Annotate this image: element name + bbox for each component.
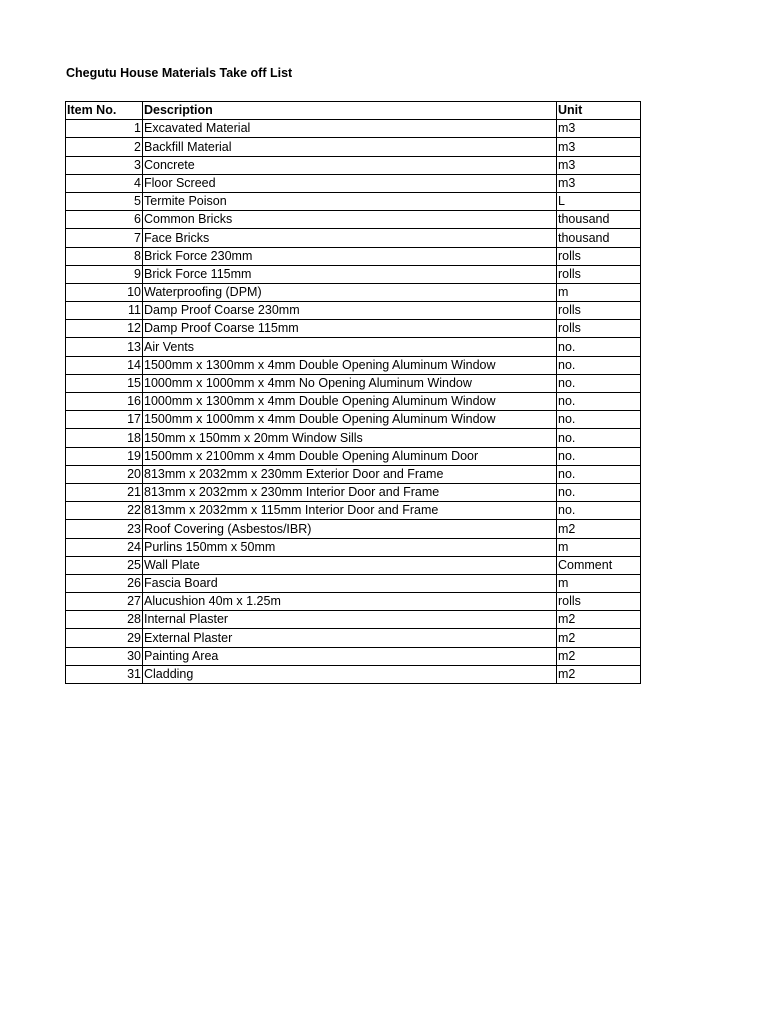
cell-unit: no.: [557, 338, 641, 356]
cell-item-no: 28: [66, 611, 143, 629]
cell-item-no: 9: [66, 265, 143, 283]
cell-description: 813mm x 2032mm x 230mm Interior Door and Frame: [143, 483, 557, 501]
cell-item-no: 21: [66, 483, 143, 501]
table-row: [66, 429, 641, 447]
cell-unit: m: [557, 283, 641, 301]
table-row: [66, 192, 641, 210]
cell-description: Common Bricks: [143, 211, 557, 229]
table-row: [66, 538, 641, 556]
cell-description: Purlins 150mm x 50mm: [143, 538, 557, 556]
table-row: [66, 574, 641, 592]
cell-unit: rolls: [557, 302, 641, 320]
cell-description: 813mm x 2032mm x 115mm Interior Door and Frame: [143, 502, 557, 520]
table-row: [66, 138, 641, 156]
table-row: [66, 629, 641, 647]
table-row: [66, 647, 641, 665]
cell-unit: no.: [557, 447, 641, 465]
cell-item-no: 26: [66, 574, 143, 592]
cell-description: Concrete: [143, 156, 557, 174]
cell-description: 1000mm x 1000mm x 4mm No Opening Aluminum Window: [143, 374, 557, 392]
cell-item-no: 6: [66, 211, 143, 229]
cell-description: Termite Poison: [143, 192, 557, 210]
cell-unit: rolls: [557, 265, 641, 283]
cell-item-no: 10: [66, 283, 143, 301]
cell-item-no: 16: [66, 393, 143, 411]
table-row: [66, 393, 641, 411]
cell-item-no: 25: [66, 556, 143, 574]
table-row: [66, 265, 641, 283]
cell-description: 1000mm x 1300mm x 4mm Double Opening Aluminum Window: [143, 393, 557, 411]
cell-unit: Comment: [557, 556, 641, 574]
cell-unit: no.: [557, 374, 641, 392]
table-row: [66, 665, 641, 683]
cell-item-no: 14: [66, 356, 143, 374]
cell-item-no: 20: [66, 465, 143, 483]
cell-description: Fascia Board: [143, 574, 557, 592]
cell-unit: m3: [557, 138, 641, 156]
table-row: [66, 320, 641, 338]
cell-item-no: 15: [66, 374, 143, 392]
header-item-no: Item No.: [66, 102, 143, 120]
cell-unit: no.: [557, 393, 641, 411]
cell-item-no: 27: [66, 593, 143, 611]
cell-item-no: 2: [66, 138, 143, 156]
cell-item-no: 22: [66, 502, 143, 520]
cell-unit: no.: [557, 429, 641, 447]
table-body: [66, 120, 641, 684]
cell-item-no: 5: [66, 192, 143, 210]
cell-item-no: 23: [66, 520, 143, 538]
cell-description: Painting Area: [143, 647, 557, 665]
cell-item-no: 11: [66, 302, 143, 320]
cell-unit: no.: [557, 411, 641, 429]
table-row: [66, 556, 641, 574]
cell-unit: m: [557, 574, 641, 592]
cell-unit: m2: [557, 629, 641, 647]
cell-description: Cladding: [143, 665, 557, 683]
cell-description: 150mm x 150mm x 20mm Window Sills: [143, 429, 557, 447]
cell-item-no: 18: [66, 429, 143, 447]
cell-description: Excavated Material: [143, 120, 557, 138]
cell-unit: rolls: [557, 247, 641, 265]
cell-item-no: 12: [66, 320, 143, 338]
cell-item-no: 30: [66, 647, 143, 665]
cell-item-no: 24: [66, 538, 143, 556]
cell-description: 1500mm x 1300mm x 4mm Double Opening Aluminum Window: [143, 356, 557, 374]
materials-table: [65, 101, 641, 684]
cell-description: 1500mm x 2100mm x 4mm Double Opening Aluminum Door: [143, 447, 557, 465]
cell-item-no: 3: [66, 156, 143, 174]
cell-unit: m3: [557, 174, 641, 192]
table-row: [66, 156, 641, 174]
cell-item-no: 1: [66, 120, 143, 138]
cell-description: Waterproofing (DPM): [143, 283, 557, 301]
cell-description: Alucushion 40m x 1.25m: [143, 593, 557, 611]
cell-item-no: 8: [66, 247, 143, 265]
cell-description: Floor Screed: [143, 174, 557, 192]
cell-unit: m2: [557, 647, 641, 665]
cell-description: Brick Force 230mm: [143, 247, 557, 265]
table-row: [66, 411, 641, 429]
table-row: [66, 356, 641, 374]
table-row: [66, 174, 641, 192]
cell-unit: thousand: [557, 229, 641, 247]
table-row: [66, 338, 641, 356]
table-row: [66, 611, 641, 629]
cell-item-no: 4: [66, 174, 143, 192]
cell-unit: m3: [557, 120, 641, 138]
cell-item-no: 13: [66, 338, 143, 356]
cell-description: 813mm x 2032mm x 230mm Exterior Door and Frame: [143, 465, 557, 483]
cell-unit: no.: [557, 356, 641, 374]
cell-description: Wall Plate: [143, 556, 557, 574]
table-row: [66, 593, 641, 611]
cell-item-no: 19: [66, 447, 143, 465]
cell-unit: no.: [557, 483, 641, 501]
cell-description: External Plaster: [143, 629, 557, 647]
table-row: [66, 502, 641, 520]
table-row: [66, 483, 641, 501]
cell-description: Damp Proof Coarse 230mm: [143, 302, 557, 320]
table-row: [66, 247, 641, 265]
table-header-row: [66, 102, 641, 120]
cell-description: Damp Proof Coarse 115mm: [143, 320, 557, 338]
header-description: Description: [143, 102, 557, 120]
cell-unit: thousand: [557, 211, 641, 229]
cell-unit: L: [557, 192, 641, 210]
cell-unit: m2: [557, 665, 641, 683]
cell-item-no: 7: [66, 229, 143, 247]
cell-unit: m3: [557, 156, 641, 174]
cell-unit: rolls: [557, 593, 641, 611]
cell-unit: no.: [557, 502, 641, 520]
table-row: [66, 374, 641, 392]
cell-description: 1500mm x 1000mm x 4mm Double Opening Aluminum Window: [143, 411, 557, 429]
table-row: [66, 465, 641, 483]
cell-description: Face Bricks: [143, 229, 557, 247]
cell-description: Backfill Material: [143, 138, 557, 156]
table-row: [66, 211, 641, 229]
cell-description: Roof Covering (Asbestos/IBR): [143, 520, 557, 538]
cell-item-no: 31: [66, 665, 143, 683]
cell-unit: m2: [557, 520, 641, 538]
table-row: [66, 283, 641, 301]
table-row: [66, 447, 641, 465]
header-unit: Unit: [557, 102, 641, 120]
document-title: Chegutu House Materials Take off List: [66, 66, 293, 80]
cell-item-no: 17: [66, 411, 143, 429]
table-row: [66, 302, 641, 320]
cell-item-no: 29: [66, 629, 143, 647]
cell-description: Air Vents: [143, 338, 557, 356]
cell-unit: m2: [557, 611, 641, 629]
cell-unit: rolls: [557, 320, 641, 338]
cell-description: Internal Plaster: [143, 611, 557, 629]
cell-unit: m: [557, 538, 641, 556]
table-row: [66, 520, 641, 538]
table-row: [66, 229, 641, 247]
cell-unit: no.: [557, 465, 641, 483]
table-row: [66, 120, 641, 138]
cell-description: Brick Force 115mm: [143, 265, 557, 283]
